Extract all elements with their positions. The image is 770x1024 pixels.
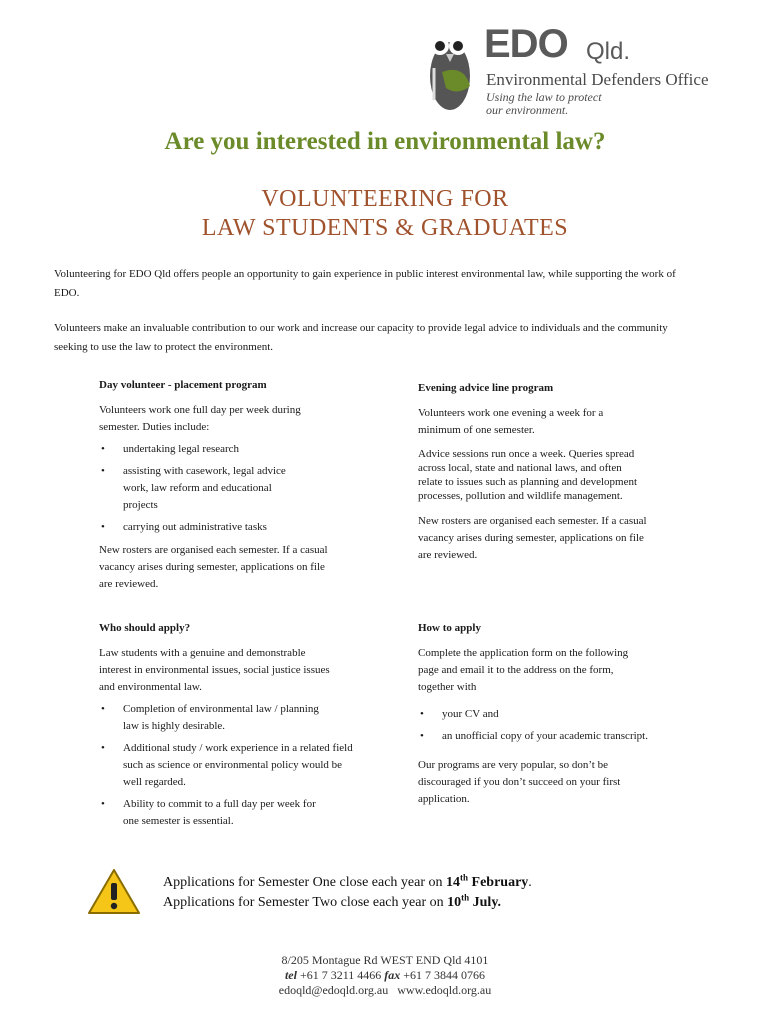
semester-two-day: 10: [447, 895, 462, 910]
semester-one-text: Applications for Semester One close each year on: [163, 875, 447, 890]
evening-rosters-text: New rosters are organised each semester. If a casual vacancy arises during semester, applications on file are reviewed.: [418, 515, 647, 561]
evening-heading: Evening advice line program: [418, 382, 554, 394]
title-line-2: LAW STUDENTS & GRADUATES: [201, 215, 569, 241]
semester-two-text: Applications for Semester Two close each year on: [163, 895, 448, 910]
logo-tagline-line1: Using the law to protect: [486, 90, 602, 104]
semester-one-day: 14: [446, 875, 461, 890]
semester-one-deadline: [163, 873, 723, 893]
duties-list: [99, 441, 299, 536]
footer-phone-fax: [0, 968, 770, 983]
day-rosters-text: New rosters are organised each semester. If a casual vacancy arises during semester, applications on file are reviewed.: [99, 544, 328, 590]
list-item: • an unofficial copy of your academic transcript.: [418, 728, 678, 745]
semester-two-suffix: th: [461, 892, 470, 903]
applications-deadlines: [163, 873, 723, 913]
semester-one-suffix: th: [460, 872, 469, 883]
footer-email-web: [0, 983, 770, 998]
who-heading: Who should apply?: [99, 622, 191, 634]
semester-two-month: July.: [469, 895, 502, 910]
list-item: • undertaking legal research: [99, 441, 299, 458]
fax-label: fax: [384, 968, 401, 982]
tel-number: +61 7 3211 4466: [296, 968, 385, 982]
title-line-1: VOLUNTEERING FOR: [261, 186, 509, 212]
who-section: [99, 620, 369, 835]
owl-icon: [424, 24, 480, 120]
logo-name: EDO: [484, 22, 568, 66]
logo-region: Qld.: [586, 38, 631, 65]
semester-one-end: .: [528, 875, 532, 890]
website-link[interactable]: www.edoqld.org.au: [397, 983, 492, 997]
day-volunteer-heading: Day volunteer - placement program: [99, 379, 267, 391]
day-volunteer-text: Volunteers work one full day per week during semester. Duties include:: [99, 404, 301, 433]
email-link[interactable]: edoqld@edoqld.org.au: [278, 983, 389, 997]
who-list: [99, 701, 353, 830]
intro-paragraph-1: Volunteering for EDO Qld offers people an opportunity to gain experience in public interest environmental law, while supporting the work of EDO.: [54, 268, 676, 299]
logo-tagline: [486, 91, 602, 117]
page-heading: Are you interested in environmental law?: [164, 128, 606, 155]
tel-label: tel: [284, 968, 297, 982]
evening-text: Volunteers work one evening a week for a minimum of one semester.: [418, 407, 604, 436]
semester-one-month: February: [468, 875, 529, 890]
footer-address: 8/205 Montague Rd WEST END Qld 4101: [281, 953, 489, 967]
list-item: • carrying out administrative tasks: [99, 519, 299, 536]
how-popular-text: Our programs are very popular, so don’t be discouraged if you don’t succeed on your first application.: [418, 759, 621, 805]
how-list: [418, 706, 678, 745]
logo-tagline-line2: our environment.: [486, 103, 569, 117]
how-text: Complete the application form on the following page and email it to the address on the form, together with: [418, 647, 629, 693]
evening-section: [418, 380, 668, 564]
list-item: • your CV and: [418, 706, 678, 723]
who-text: Law students with a genuine and demonstrable interest in environmental issues, social justice issues and environmental law.: [99, 647, 330, 693]
list-item: • Ability to commit to a full day per week for one semester is essential.: [99, 796, 333, 830]
how-section: [418, 620, 678, 808]
day-volunteer-section: [99, 377, 369, 593]
list-item: • Additional study / work experience in a related field such as science or environmental policy would be well regarded.: [99, 740, 353, 791]
semester-two-deadline: [163, 893, 723, 913]
warning-icon: [86, 867, 142, 917]
how-heading: How to apply: [418, 622, 481, 634]
edo-logo: [424, 24, 736, 120]
logo-full-name: Environmental Defenders Office: [486, 70, 709, 89]
list-item: • Completion of environmental law / planning law is highly desirable.: [99, 701, 323, 735]
list-item: • assisting with casework, legal advice work, law reform and educational projects: [99, 463, 299, 514]
fax-number: +61 7 3844 0766: [400, 968, 486, 982]
footer-contact: [0, 953, 770, 998]
intro-paragraph-2: Volunteers make an invaluable contribution to our work and increase our capacity to provide legal advice to individuals and the community seeking to use the law to protect the environment.: [54, 322, 668, 353]
evening-sessions-text: Advice sessions run once a week. Queries spread across local, state and national laws, and often relate to issues such as planning and development processes, pollution and wildlife management.: [418, 448, 638, 502]
